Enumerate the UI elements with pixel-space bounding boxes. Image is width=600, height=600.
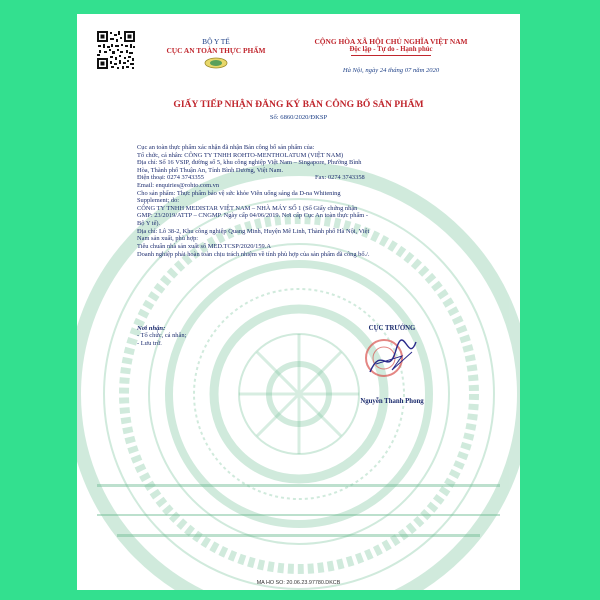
- certificate-body: [137, 144, 507, 259]
- place-date: Hà Nội, ngày 24 tháng 07 năm 2020: [342, 67, 440, 74]
- agency-logo: [204, 57, 228, 69]
- official-seal-signature: [362, 334, 422, 384]
- maker-address-2: Nam sản xuất, phù hợp:: [137, 235, 199, 243]
- national-header: [277, 37, 505, 56]
- recipients-heading: Nơi nhận:: [137, 325, 166, 332]
- agency-name: CỤC AN TOÀN THỰC PHẨM: [166, 46, 266, 55]
- signer-title: CỤC TRƯỞNG: [368, 325, 416, 332]
- qr-code: [96, 30, 136, 70]
- document-page: [77, 14, 520, 590]
- maker-line-1: CÔNG TY TNHH MEDISTAR VIỆT NAM – NHÀ MÁY SỐ 1 (Số Giấy chứng nhận: [137, 204, 358, 212]
- ministry-name: BỘ Y TẾ: [202, 37, 230, 46]
- product-line-1: Cho sản phẩm: Thực phẩm bảo vệ sức khỏe Viên uống sáng da D-na Whitening: [137, 189, 341, 197]
- maker-address-1: Địa chỉ: Lô 38-2, Khu công nghiệp Quang Minh, Huyện Mê Linh, Thành phố Hà Nội, Việt: [137, 227, 370, 235]
- recipient-item: - Tổ chức, cá nhân;: [137, 332, 187, 339]
- standard-line: Tiêu chuẩn nhà sản xuất số MED.TCSP/2020/159.A: [137, 242, 271, 250]
- contact-row: [137, 174, 507, 182]
- maker-line-2: GMP: 23/2019/ATTP – CNGMP. Ngày cấp 04/06/2019. Nơi cấp Cục An toàn thực phẩm -: [137, 212, 368, 220]
- responsibility-line: Doanh nghiệp phải hoàn toàn chịu trách nhiệm về tính phù hợp của sản phẩm đã công bố./.: [137, 251, 370, 259]
- dossier-code: MA HO SO: 20.06.23.97780.DKCB: [256, 580, 341, 586]
- signer-name: Nguyễn Thanh Phong: [360, 398, 424, 405]
- certificate-number: Số: 6860/2020/ĐKSP: [269, 114, 328, 121]
- intro-line: Cục an toàn thực phẩm xác nhận đã nhận Bản công bố sản phẩm của:: [137, 144, 315, 151]
- phone: Điện thoại: 0274 3743355: [137, 174, 204, 182]
- product-line-2: Supplement; do:: [137, 197, 180, 205]
- motto-underline: [351, 55, 431, 56]
- country-name: CỘNG HÒA XÃ HỘI CHỦ NGHĨA VIỆT NAM: [314, 37, 468, 46]
- certificate-title: GIẤY TIẾP NHẬN ĐĂNG KÝ BẢN CÔNG BỐ SẢN PHẨM: [173, 99, 424, 110]
- agency-block: [161, 37, 271, 74]
- applicant-line: Tổ chức, cá nhân: CÔNG TY TNHH ROHTO-MENTHOLATUM (VIỆT NAM): [137, 151, 344, 159]
- recipient-item: - Lưu trữ.: [137, 339, 162, 347]
- applicant-address-2: Hòa, Thành phố Thuận An, Tỉnh Bình Dương, Việt Nam.: [137, 166, 284, 174]
- recipients-block: [137, 325, 267, 347]
- applicant-address-1: Địa chỉ: Số 16 VSIP, đường số 5, khu công nghiệp Việt Nam – Singapore, Phường Bình: [137, 159, 362, 167]
- motto: Độc lập - Tự do - Hạnh phúc: [349, 46, 433, 53]
- fax: Fax: 0274 3743358: [315, 174, 365, 182]
- signature-block: [332, 325, 452, 405]
- email: Email: enquiries@rohto.com.vn: [137, 181, 220, 189]
- maker-line-3: Bộ Y tế).: [137, 219, 161, 227]
